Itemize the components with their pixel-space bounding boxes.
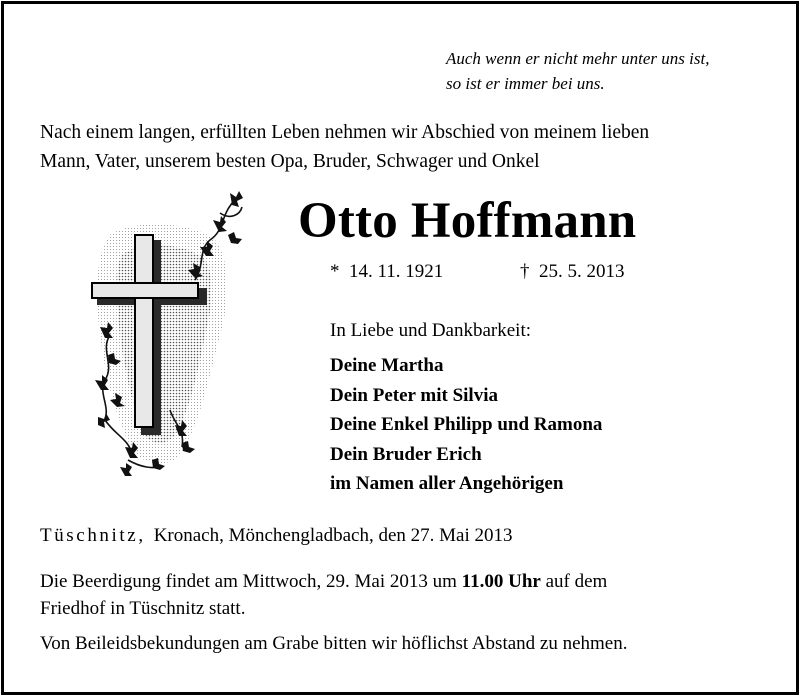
mourner-name: Dein Peter mit Silvia	[330, 384, 498, 406]
funeral-text-part1: Die Beerdigung findet am Mittwoch, 29. Mai 2013 um	[40, 571, 462, 592]
intro-line-1: Nach einem langen, erfüllten Leben nehmen wir Abschied von meinem lieben	[40, 122, 650, 143]
death-date-value: 25. 5. 2013	[539, 261, 625, 282]
funeral-line-1	[40, 568, 607, 595]
place-date-rest: Kronach, Mönchengladbach, den 27. Mai 2013	[153, 525, 513, 546]
funeral-line-2: Friedhof in Tüschnitz statt.	[40, 598, 246, 619]
motto-quote	[446, 46, 709, 96]
mourner-name: Dein Bruder Erich	[330, 443, 482, 465]
motto-line-1: Auch wenn er nicht mehr unter uns ist,	[446, 49, 710, 68]
intro-line-2: Mann, Vater, unserem besten Opa, Bruder, Schwager und Onkel	[40, 151, 540, 172]
mourner-name: Deine Martha	[330, 355, 444, 376]
deceased-name: Otto Hoffmann	[298, 193, 637, 249]
birth-date-value: 14. 11. 1921	[349, 261, 444, 282]
mourners-heading: In Liebe und Dankbarkeit:	[330, 320, 532, 341]
mourner-name: im Namen aller Angehörigen	[330, 473, 564, 494]
funeral-text-part2: auf dem	[540, 571, 608, 592]
funeral-info	[40, 568, 607, 622]
death-date	[520, 259, 625, 285]
birth-star-icon: *	[330, 261, 340, 282]
mourners-list	[330, 351, 602, 499]
condolence-note: Von Beileidsbekundungen am Grabe bitten wir höflichst Abstand zu nehmen.	[40, 633, 628, 654]
birth-date	[330, 259, 443, 285]
cross-with-ivy-icon	[70, 185, 260, 485]
intro-text	[40, 118, 649, 176]
village-name: Tüschnitz,	[40, 525, 146, 546]
motto-line-2: so ist er immer bei uns.	[446, 74, 605, 93]
death-dagger-icon: †	[520, 261, 530, 282]
place-and-date	[40, 523, 512, 549]
funeral-time: 11.00 Uhr	[461, 571, 541, 592]
mourner-name: Deine Enkel Philipp und Ramona	[330, 414, 603, 435]
